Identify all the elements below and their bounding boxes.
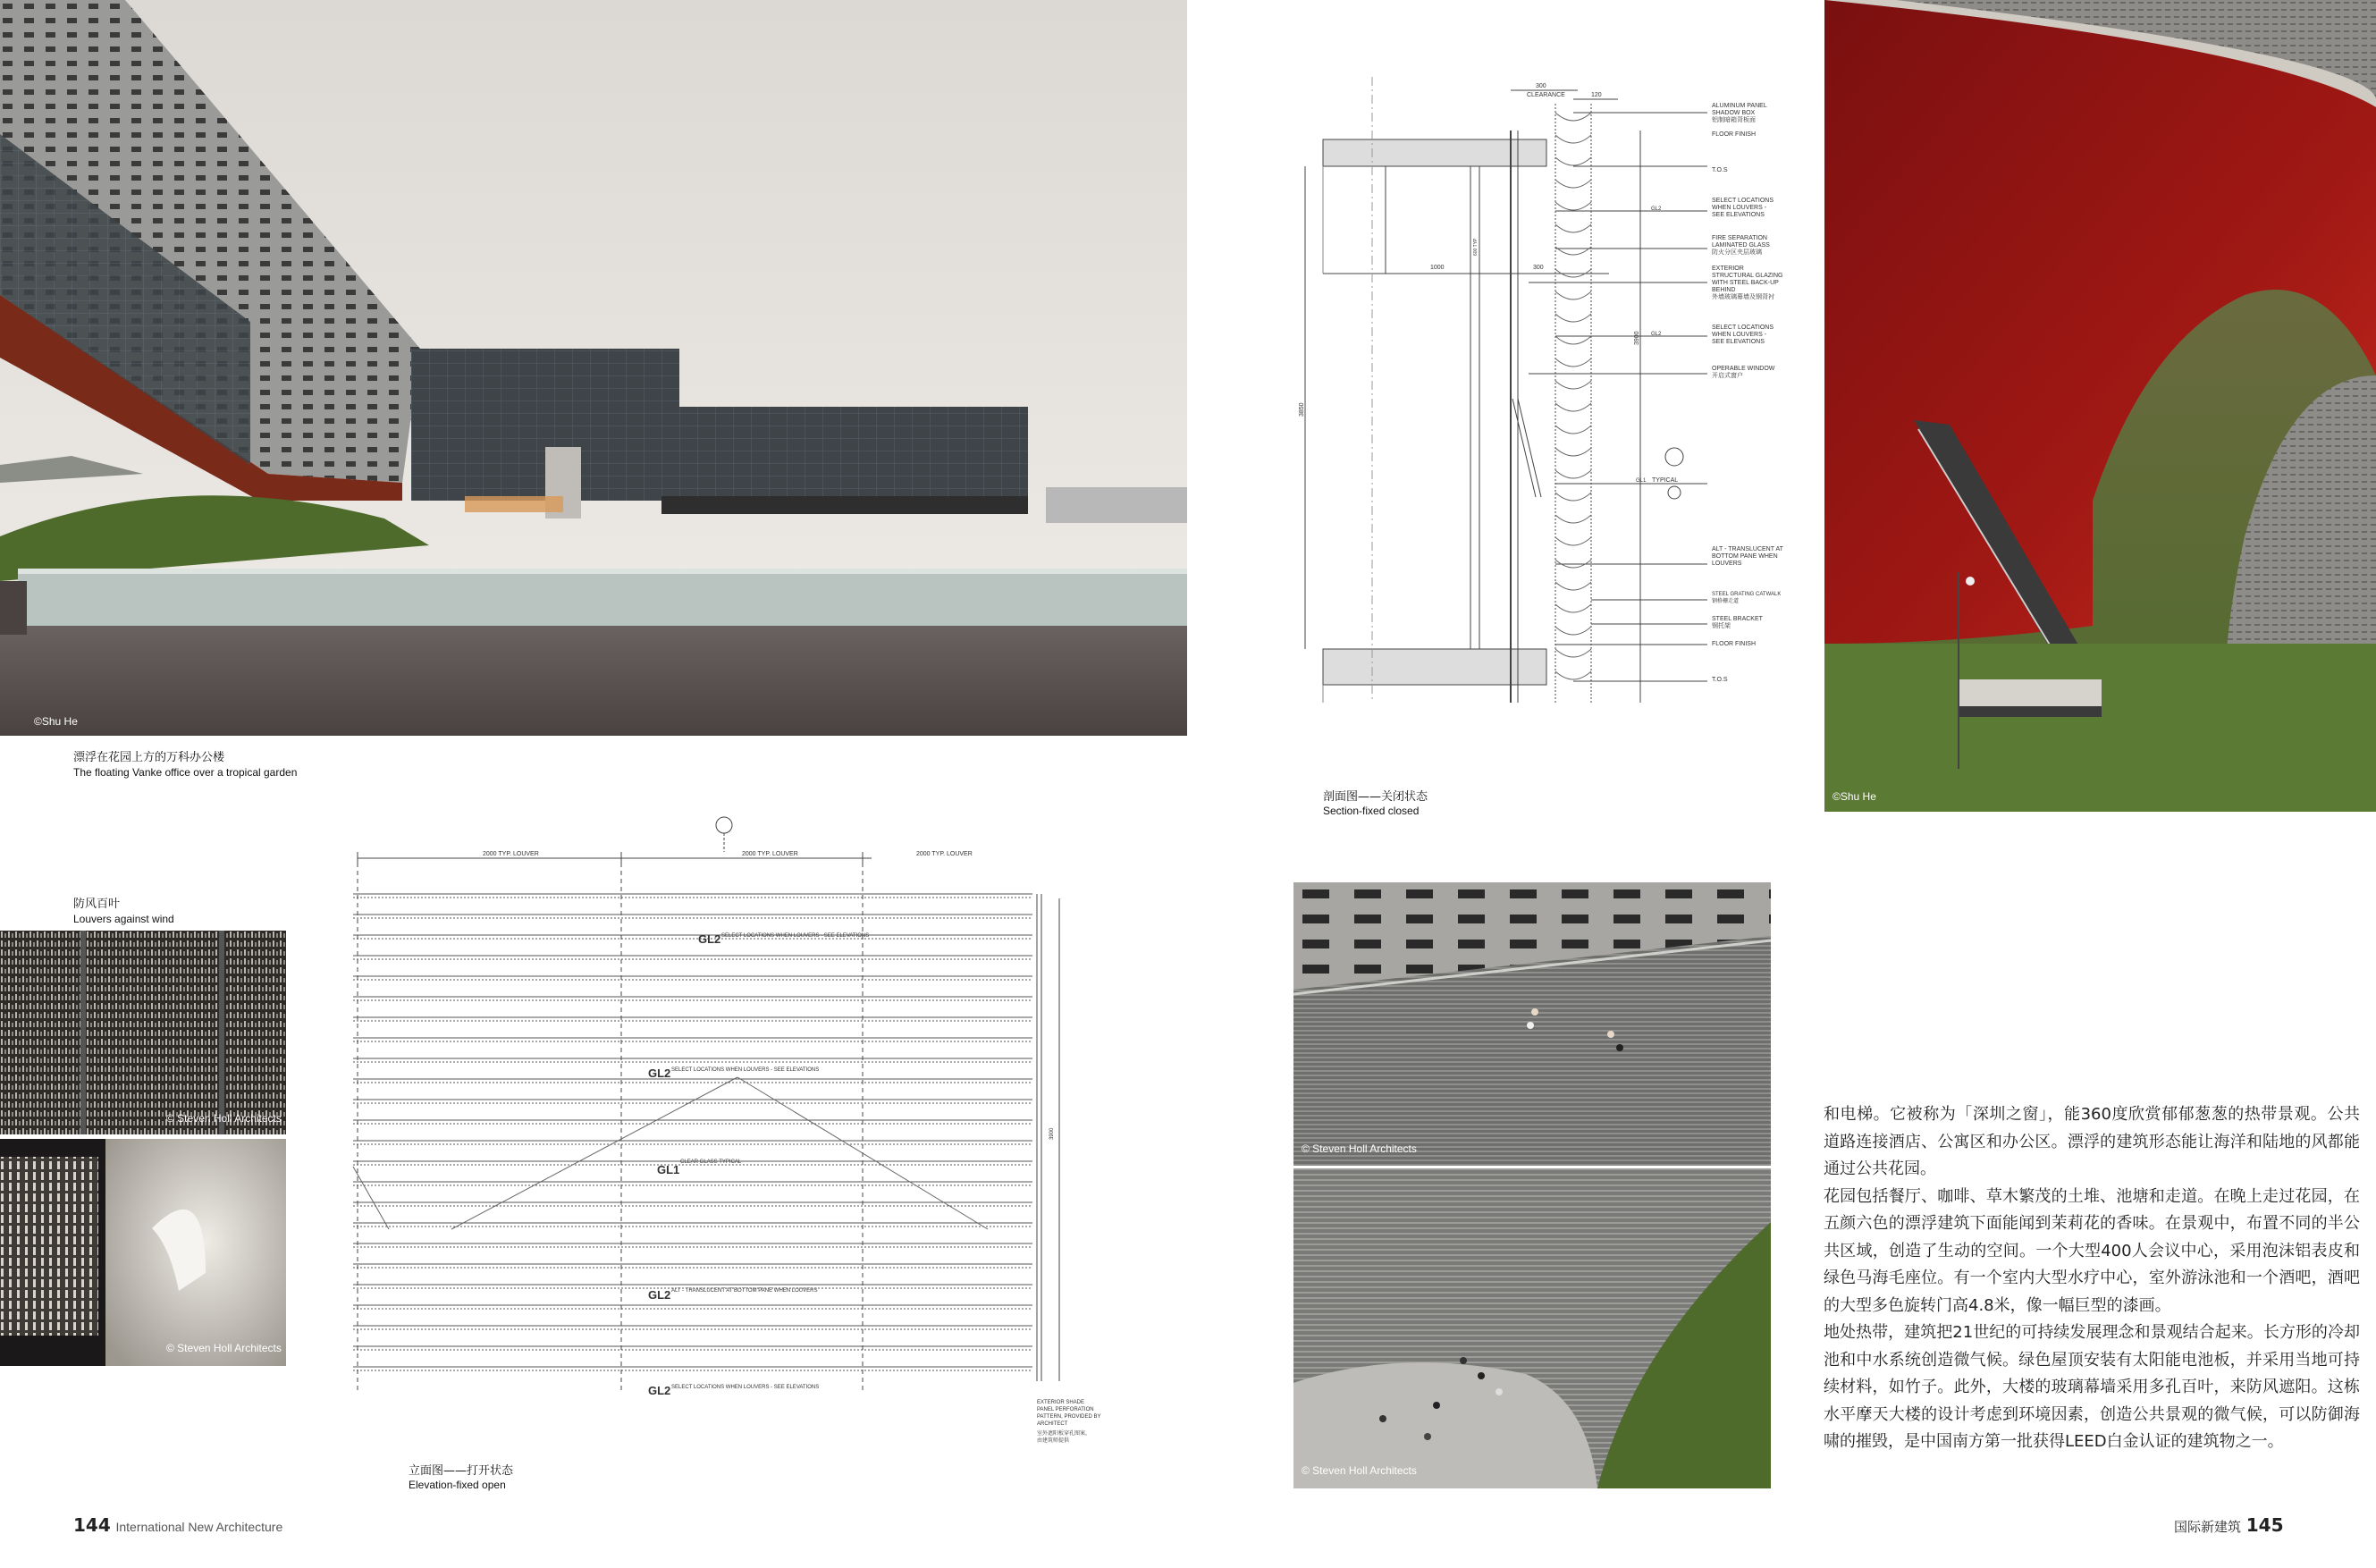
section-gl1: GL1: [1636, 478, 1647, 484]
section-behind: BEHIND: [1712, 287, 1736, 293]
louver-blade-profile: [1555, 426, 1591, 434]
page-number-right: 145: [2245, 1514, 2284, 1536]
section-see-elev-2: SEE ELEVATIONS: [1712, 339, 1765, 345]
louver-blade-profile: [1555, 314, 1591, 322]
hero-photo: [0, 0, 1187, 736]
elevation-dim-3: 2000 TYP. LOUVER: [916, 851, 973, 857]
elevation-ext-note-1: EXTERIOR SHADE: [1037, 1400, 1085, 1405]
section-floor-finish-1: FLOOR FINISH: [1712, 131, 1757, 138]
page-number-left: 144: [73, 1514, 111, 1536]
elevation-gl2-note-4: SELECT LOCATIONS WHEN LOUVERS - SEE ELEVATIONS: [671, 1385, 820, 1390]
section-shadow-box-cn: 铝制暗箱背板面: [1712, 117, 1756, 123]
section-steel-bracket: STEEL BRACKET: [1712, 616, 1763, 622]
louver-blade-profile: [1555, 202, 1591, 210]
elevation-dim-1: 2000 TYP. LOUVER: [483, 851, 539, 857]
louver-blade-profile: [1555, 537, 1591, 545]
section-fire-sep: FIRE SEPARATION: [1712, 235, 1767, 241]
section-bottom-pane: BOTTOM PANE WHEN: [1712, 553, 1778, 560]
section-caption-en: Section-fixed closed: [1323, 805, 1420, 817]
aerial-people-photo: [1293, 882, 1771, 1166]
hero-caption-cn: 漂浮在花园上方的万科办公楼: [73, 751, 225, 764]
footer-right: [2174, 1514, 2284, 1536]
elevation-caption-en: Elevation-fixed open: [409, 1479, 506, 1491]
aerial-people-credit: © Steven Holl Architects: [1302, 1142, 1417, 1155]
section-dim-typ: 600 TYP: [1473, 238, 1479, 256]
section-top-dim-1: 300: [1536, 83, 1546, 89]
section-steel-grating: STEEL GRATING CATWALK: [1712, 592, 1782, 597]
louver-blade-profile: [1555, 470, 1591, 478]
hero-caption-en: The floating Vanke office over a tropical garden: [73, 766, 298, 779]
elevation-ext-note-2: PANEL PERFORATION: [1037, 1407, 1094, 1412]
elevation-ext-note-4: ARCHITECT: [1037, 1421, 1068, 1427]
section-tos-1: T.O.S: [1712, 167, 1728, 173]
elevation-dim-3900: 3900: [1049, 1127, 1055, 1140]
elevation-gl1-note: CLEAR GLASS TYPICAL: [680, 1159, 742, 1165]
louver-blade-profile: [1555, 336, 1591, 344]
section-operable-cn: 开启式窗户: [1712, 373, 1743, 379]
louver-blade-profile: [1555, 515, 1591, 523]
aerial-garden-photo: [1293, 1168, 1771, 1488]
section-alt-translucent: ALT - TRANSLUCENT AT: [1712, 546, 1783, 552]
hero-credit: ©Shu He: [34, 715, 78, 728]
section-aluminum-panel: ALUMINUM PANEL: [1712, 103, 1767, 109]
elevation-gl2-tag-2: GL2: [648, 1066, 671, 1080]
section-caption-cn: 剖面图——关闭状态: [1323, 790, 1428, 804]
louver-closeup-photo: [0, 931, 286, 1134]
louver-caption-cn: 防风百叶: [73, 898, 121, 911]
section-see-elev-1: SEE ELEVATIONS: [1712, 212, 1765, 218]
section-glazing-cn: 外墙玻璃幕墙及钢背衬: [1712, 294, 1774, 300]
louver-blade-profile: [1555, 157, 1591, 165]
elevation-gl2-note-2: SELECT LOCATIONS WHEN LOUVERS - SEE ELEVATIONS: [671, 1067, 820, 1073]
underside-credit: ©Shu He: [1833, 790, 1876, 803]
louver-blade-profile: [1555, 224, 1591, 232]
section-shadow-box: SHADOW BOX: [1712, 110, 1756, 116]
louver-blade-profile: [1555, 113, 1591, 121]
elevation-gl2-note-1: SELECT LOCATIONS WHEN LOUVERS - SEE ELEVATIONS: [721, 933, 870, 939]
section-dim-300: 300: [1533, 265, 1544, 271]
elevation-ext-note-3: PATTERN, PROVIDED BY: [1037, 1414, 1101, 1420]
section-steel-bracket-cn: 钢托架: [1712, 623, 1731, 629]
louver-blade-profile: [1555, 649, 1591, 657]
elevation-gl2-tag-3: GL2: [648, 1288, 671, 1302]
elevation-dim-2: 2000 TYP. LOUVER: [742, 851, 798, 857]
section-clearance: CLEARANCE: [1527, 92, 1565, 98]
louver-blade-profile: [1555, 291, 1591, 299]
aerial-garden-credit: © Steven Holl Architects: [1302, 1464, 1417, 1477]
section-when-louvers-1: WHEN LOUVERS -: [1712, 205, 1767, 211]
section-louvers: LOUVERS: [1712, 561, 1742, 567]
louver-blade-profile: [1555, 403, 1591, 411]
louver-closeup-credit: © Steven Holl Architects: [166, 1112, 282, 1125]
section-select-1: SELECT LOCATIONS: [1712, 198, 1774, 204]
magazine-title-en: International New Architecture: [115, 1520, 283, 1534]
section-dim-1000: 1000: [1430, 265, 1445, 271]
interior-wall-credit: © Steven Holl Architects: [166, 1342, 282, 1354]
body-paragraph-3: 地处热带，建筑把21世纪的可持续发展理念和景观结合起来。长方形的冷却池和中水系统创造微气候。绿色屋顶安装有太阳能电池板，并采用当地可持续材料，如竹子。此外，大楼的玻璃幕墙采用多孔百叶，来防风遮阳。这栋水平摩天大楼的设计考虑到环境因素，创造公共景观的微气候，可以防御海啸的摧毁，是中国南方第一批获得LEED白金认证的建筑物之一。: [1824, 1323, 2360, 1451]
louver-blade-profile: [1555, 448, 1591, 456]
elevation-gl2-tag-1: GL2: [698, 932, 721, 946]
section-steel-backup: WITH STEEL BACK-UP: [1712, 280, 1779, 286]
section-gl2-b: GL2: [1651, 332, 1662, 337]
section-dim-3900: 3900: [1634, 331, 1640, 345]
elevation-gl1-tag: GL1: [657, 1163, 680, 1176]
section-tos-2: T.O.S: [1712, 677, 1728, 683]
section-laminated: LAMINATED GLASS: [1712, 242, 1770, 249]
louver-blade-profile: [1555, 604, 1591, 612]
elevation-caption-cn: 立面图——打开状态: [409, 1464, 514, 1478]
body-paragraph-2: 花园包括餐厅、咖啡、草木繁茂的土堆、池塘和走道。在晚上走过花园，在五颜六色的漂浮建筑下面能闻到茉莉花的香味。在景观中，布置不同的半公共区域，创造了生动的空间。一个大型400人会议中心，采用泡沫铝表皮和绿色马海毛座位。有一个室内大型水疗中心，室外游泳池和一个酒吧，酒吧的大型多色旋转门高4.8米，像一幅巨型的漆画。: [1824, 1186, 2360, 1315]
section-dim-3850: 3850: [1299, 402, 1305, 417]
elevation-ext-note-cn-2: 由建筑师提供: [1037, 1438, 1070, 1444]
louver-blade-profile: [1555, 671, 1591, 679]
magazine-title-cn: 国际新建筑: [2174, 1519, 2242, 1535]
section-structural: STRUCTURAL GLAZING: [1712, 273, 1783, 279]
article-body: [1824, 1101, 2360, 1456]
section-drawing: [1287, 77, 1783, 703]
section-fire-glass-cn: 防火分区夹层玻璃: [1712, 249, 1762, 256]
body-paragraph-1: 和电梯。它被称为「深圳之窗」，能360度欣赏郁郁葱葱的热带景观。公共道路连接酒店、公寓区和办公区。漂浮的建筑形态能让海洋和陆地的风都能通过公共花园。: [1824, 1105, 2360, 1178]
interior-wall-photo: [0, 1139, 286, 1366]
footer-left: [73, 1514, 282, 1536]
elevation-drawing: [353, 809, 1101, 1462]
louver-blade-profile: [1555, 247, 1591, 255]
elevation-gl2-tag-4: GL2: [648, 1384, 671, 1397]
louver-blade-profile: [1555, 493, 1591, 501]
section-top-dim-2: 120: [1591, 92, 1602, 98]
section-exterior: EXTERIOR: [1712, 266, 1744, 272]
section-steel-grating-cn: 钢格栅走道: [1712, 599, 1740, 604]
elevation-gl2-note-3: ALT - TRANSLUCENT AT BOTTOM PANE WHEN LOUVERS: [671, 1288, 818, 1294]
section-select-2: SELECT LOCATIONS: [1712, 325, 1774, 331]
louver-blade-profile: [1555, 180, 1591, 188]
section-gl2-a: GL2: [1651, 207, 1662, 212]
section-operable: OPERABLE WINDOW: [1712, 366, 1775, 372]
section-typical: TYPICAL: [1652, 477, 1679, 484]
louver-blade-profile: [1555, 135, 1591, 143]
section-floor-finish-2: FLOOR FINISH: [1712, 641, 1757, 647]
section-when-louvers-2: WHEN LOUVERS -: [1712, 332, 1767, 338]
louver-caption-en: Louvers against wind: [73, 913, 174, 925]
louver-blade-profile: [1555, 358, 1591, 367]
elevation-ext-note-cn-1: 室外遮阳板穿孔图案，: [1037, 1431, 1091, 1437]
louver-blade-profile: [1555, 627, 1591, 635]
louver-blade-profile: [1555, 582, 1591, 590]
underside-photo: [1824, 0, 2376, 812]
louver-blade-profile: [1555, 381, 1591, 389]
